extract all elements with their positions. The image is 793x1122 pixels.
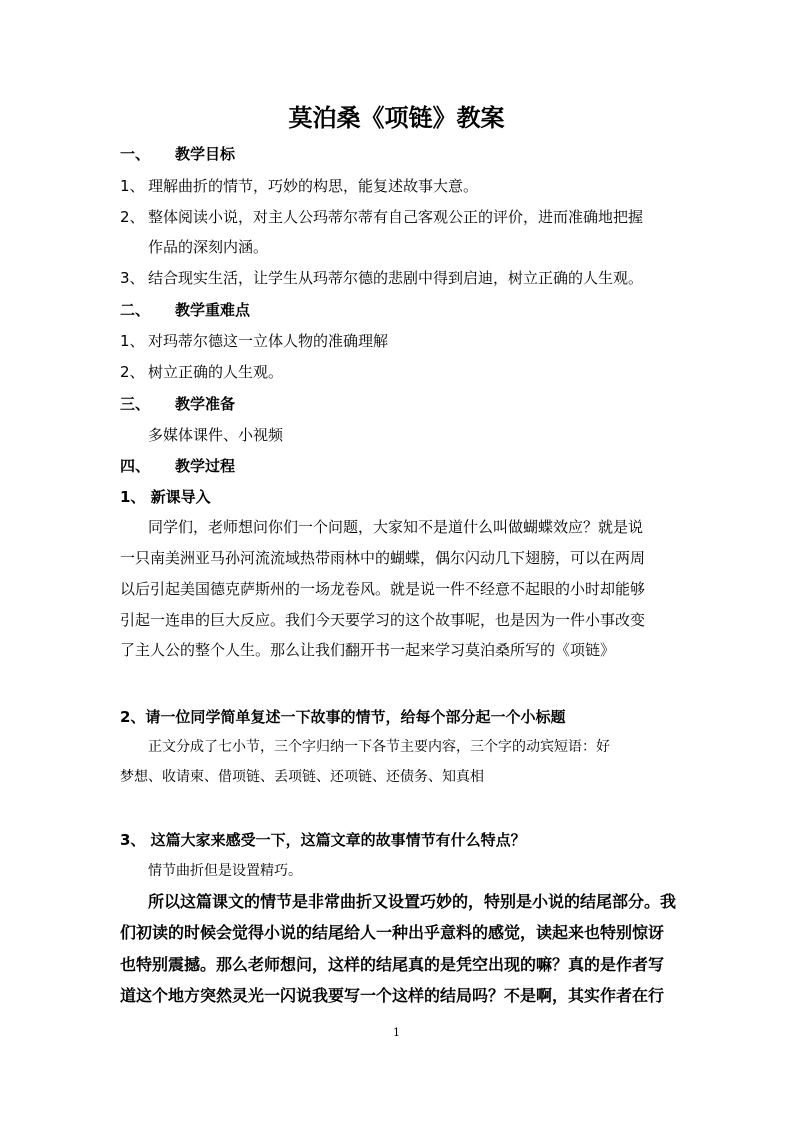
- section-number: 二、: [120, 301, 151, 319]
- answer-text: 情节曲折但是设置精巧。: [148, 863, 302, 879]
- item-text: 对玛蒂尔德这一立体人物的准确理解: [148, 332, 389, 350]
- paragraph-line: 也特别震撼。那么老师想问，这样的结尾真的是凭空出现的嘛？真的是作者写: [120, 955, 665, 974]
- section-title: 教学准备: [175, 395, 236, 413]
- subsection-heading-intro: 1、 新课导入: [120, 488, 211, 506]
- paragraph-line: 一只南美洲亚马孙河流流域热带雨林中的蝴蝶，偶尔闪动几下翅膀，可以在两周: [120, 549, 646, 567]
- paragraph-line: 梦想、收请柬、借项链、丢项链、还项链、还债务、知真相: [120, 769, 484, 785]
- paragraph-line: 同学们，老师想问你们一个问题，大家知不是道什么叫做蝴蝶效应？就是说: [148, 518, 644, 536]
- section-title: 教学过程: [175, 457, 236, 475]
- item-text: 整体阅读小说，对主人公玛蒂尔蒂有自己客观公正的评价，进而准确地把握: [148, 208, 644, 226]
- section-heading-process: [120, 456, 235, 476]
- item-number: 3、: [120, 269, 145, 287]
- paragraph-line: 正文分成了七小节，三个字归纳一下各节主要内容，三个字的动宾短语：好: [148, 739, 610, 755]
- preparation-text: 多媒体课件、小视频: [148, 426, 284, 444]
- paragraph-line: 引起一连串的巨大反应。我们今天要学习的这个故事呢，也是因为一件小事改变: [120, 611, 646, 629]
- section-number: 一、: [120, 145, 151, 163]
- paragraph-line: 道这个地方突然灵光一闪说我要写一个这样的结局吗？不是啊，其实作者在行: [120, 986, 665, 1005]
- section-title: 教学重难点: [175, 301, 251, 319]
- list-item: [120, 207, 643, 227]
- item-text: 树立正确的人生观。: [148, 363, 284, 381]
- list-item: [120, 362, 283, 382]
- paragraph-line: 所以这篇课文的情节是非常曲折又设置巧妙的，特别是小说的结尾部分。我: [148, 892, 677, 911]
- item-text: 作品的深刻内涵。: [148, 238, 269, 256]
- item-text: 理解曲折的情节，巧妙的构思，能复述故事大意。: [148, 177, 479, 195]
- paragraph-line: 们初读的时候会觉得小说的结尾给人一种出乎意料的感觉，读起来也特别惊讶: [120, 923, 665, 942]
- paragraph-line: 了主人公的整个人生。那么让我们翻开书一起来学习莫泊桑所写的《项链》: [120, 641, 616, 659]
- item-number: 1、: [120, 332, 145, 350]
- list-item: [120, 176, 478, 196]
- item-number: 2、: [120, 208, 145, 226]
- section-title: 教学目标: [175, 145, 236, 163]
- list-item: [120, 331, 388, 351]
- section-number: 三、: [120, 395, 151, 413]
- section-heading-goals: [120, 144, 235, 164]
- subsection-heading-features: 3、 这篇大家来感受一下，这篇文章的故事情节有什么特点？: [120, 831, 526, 849]
- document-title: 莫泊桑《项链》教案: [288, 104, 505, 132]
- item-number: 2、: [120, 363, 145, 381]
- item-number: 1、: [120, 177, 145, 195]
- section-number: 四、: [120, 457, 151, 475]
- page-number: 1: [393, 1026, 400, 1039]
- item-text: 结合现实生活，让学生从玛蒂尔德的悲剧中得到启迪，树立正确的人生观。: [148, 269, 644, 287]
- paragraph-line: 以后引起美国德克萨斯州的一场龙卷风。就是说一件不经意不起眼的小时却能够: [120, 580, 646, 598]
- subsection-heading-retell: 2、请一位同学简单复述一下故事的情节，给每个部分起一个小标题: [120, 708, 566, 726]
- list-item-continuation: [148, 237, 268, 257]
- section-heading-preparation: [120, 394, 235, 414]
- section-heading-difficulties: [120, 300, 250, 320]
- list-item: [120, 268, 643, 288]
